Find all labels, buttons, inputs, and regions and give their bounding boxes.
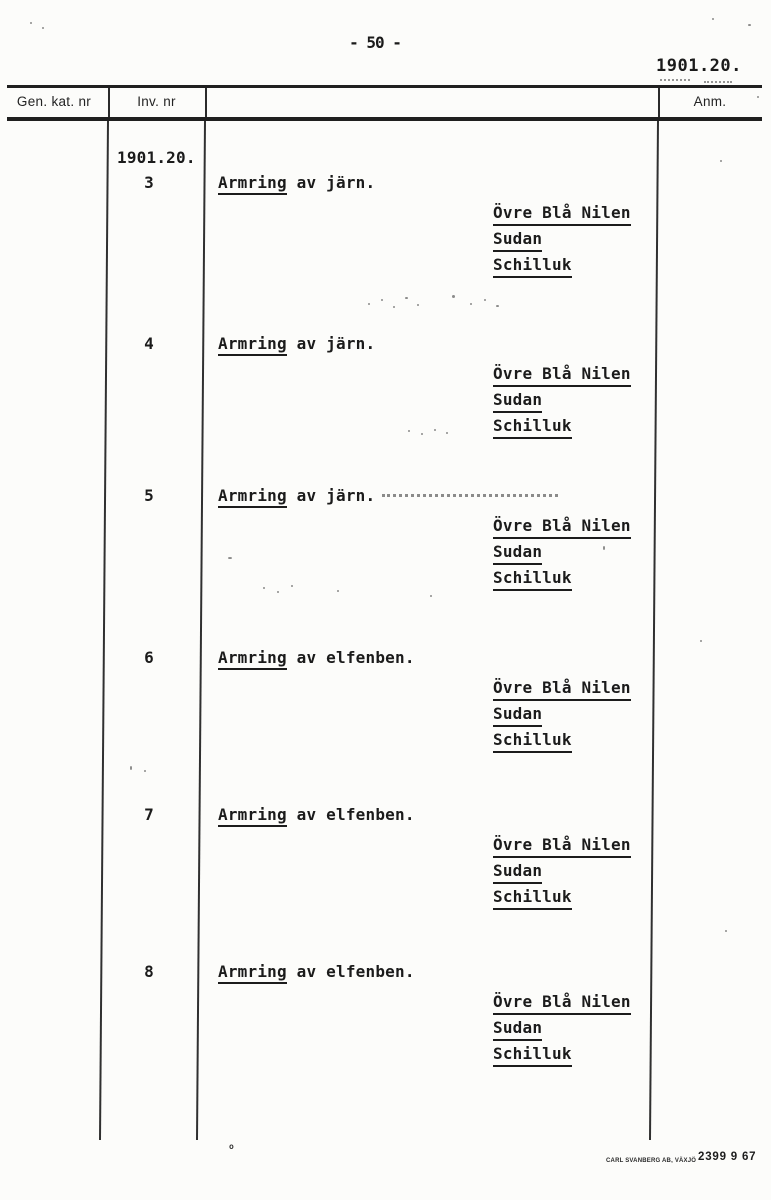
origin-country: Sudan — [493, 542, 542, 561]
scan-speck — [393, 306, 395, 308]
stray-mark: o — [229, 1142, 234, 1151]
object-name: Armring — [218, 805, 287, 827]
inventory-number: 8 — [144, 962, 154, 981]
scan-speck — [603, 546, 605, 550]
inventory-number: 6 — [144, 648, 154, 667]
scan-speck — [470, 303, 472, 305]
origin-people: Schilluk — [493, 568, 572, 587]
origin-country: Sudan — [493, 704, 542, 723]
column-divider — [99, 121, 109, 1140]
scan-speck — [368, 303, 370, 305]
scan-speck — [277, 591, 279, 593]
scan-speck — [446, 432, 448, 434]
object-title — [218, 173, 375, 192]
scan-speck — [484, 299, 486, 301]
inventory-number: 4 — [144, 334, 154, 353]
origin-country: Sudan — [493, 229, 542, 248]
scan-speck — [417, 304, 419, 306]
column-header-gen-kat-nr: Gen. kat. nr — [16, 94, 92, 109]
scan-speck — [700, 640, 702, 642]
scan-artifact — [704, 81, 732, 83]
column-header-inv-nr: Inv. nr — [137, 94, 176, 109]
object-description: av elfenben. — [286, 962, 415, 981]
object-description: av elfenben. — [286, 648, 415, 667]
scan-speck — [748, 24, 751, 26]
origin-country: Sudan — [493, 390, 542, 409]
scan-speck — [30, 22, 32, 24]
scan-speck — [452, 295, 455, 298]
origin-region: Övre Blå Nilen — [493, 364, 631, 383]
scan-speck — [381, 299, 383, 301]
origin-people: Schilluk — [493, 730, 572, 749]
object-title — [218, 962, 415, 981]
scan-speck — [291, 585, 293, 587]
origin-region: Övre Blå Nilen — [493, 516, 631, 535]
origin-people: Schilluk — [493, 416, 572, 435]
scan-speck — [144, 770, 146, 772]
inventory-group-label: 1901.20. — [117, 148, 196, 167]
object-name: Armring — [218, 173, 287, 195]
object-name: Armring — [218, 486, 287, 508]
object-description: av järn. — [286, 173, 376, 192]
origin-region: Övre Blå Nilen — [493, 992, 631, 1011]
object-name: Armring — [218, 648, 287, 670]
origin-country: Sudan — [493, 861, 542, 880]
inventory-number: 7 — [144, 805, 154, 824]
origin-country: Sudan — [493, 1018, 542, 1037]
scan-speck — [725, 930, 727, 932]
scan-speck — [405, 297, 408, 299]
scan-speck — [712, 18, 714, 20]
origin-people: Schilluk — [493, 887, 572, 906]
table-header-top-rule — [7, 85, 762, 88]
scan-speck — [421, 433, 423, 435]
column-header-anm: Anm. — [693, 94, 727, 109]
printer-imprint: CARL SVANBERG AB, VÄXJÖ — [606, 1158, 697, 1164]
scan-speck — [434, 429, 436, 431]
object-name: Armring — [218, 962, 287, 984]
origin-people: Schilluk — [493, 1044, 572, 1063]
scan-speck — [720, 160, 722, 162]
object-title — [218, 486, 375, 505]
object-description: av elfenben. — [286, 805, 415, 824]
origin-people: Schilluk — [493, 255, 572, 274]
scan-speck — [42, 27, 44, 29]
object-title — [218, 805, 415, 824]
column-divider — [649, 121, 659, 1140]
object-description: av järn. — [286, 334, 376, 353]
print-code: 2399 9 67 — [698, 1151, 757, 1163]
origin-region: Övre Blå Nilen — [493, 835, 631, 854]
origin-region: Övre Blå Nilen — [493, 678, 631, 697]
scan-speck — [228, 557, 232, 559]
object-title — [218, 334, 375, 353]
column-divider — [196, 121, 206, 1140]
scan-artifact — [660, 79, 690, 81]
table-header-bottom-rule — [7, 117, 762, 121]
scan-speck — [130, 766, 132, 770]
object-name: Armring — [218, 334, 287, 356]
origin-region: Övre Blå Nilen — [493, 203, 631, 222]
scan-speck — [337, 590, 339, 592]
scan-speck — [408, 430, 410, 432]
scan-artifact — [382, 494, 558, 497]
column-divider — [205, 88, 207, 117]
scan-speck — [430, 595, 432, 597]
page-number: - 50 - — [349, 33, 401, 52]
scan-speck — [496, 305, 499, 307]
inventory-number: 5 — [144, 486, 154, 505]
inventory-number: 3 — [144, 173, 154, 192]
object-title — [218, 648, 415, 667]
catalog-ref: 1901.20. — [656, 56, 742, 76]
scan-speck — [757, 96, 759, 98]
object-description: av järn. — [286, 486, 376, 505]
scan-speck — [263, 587, 265, 589]
